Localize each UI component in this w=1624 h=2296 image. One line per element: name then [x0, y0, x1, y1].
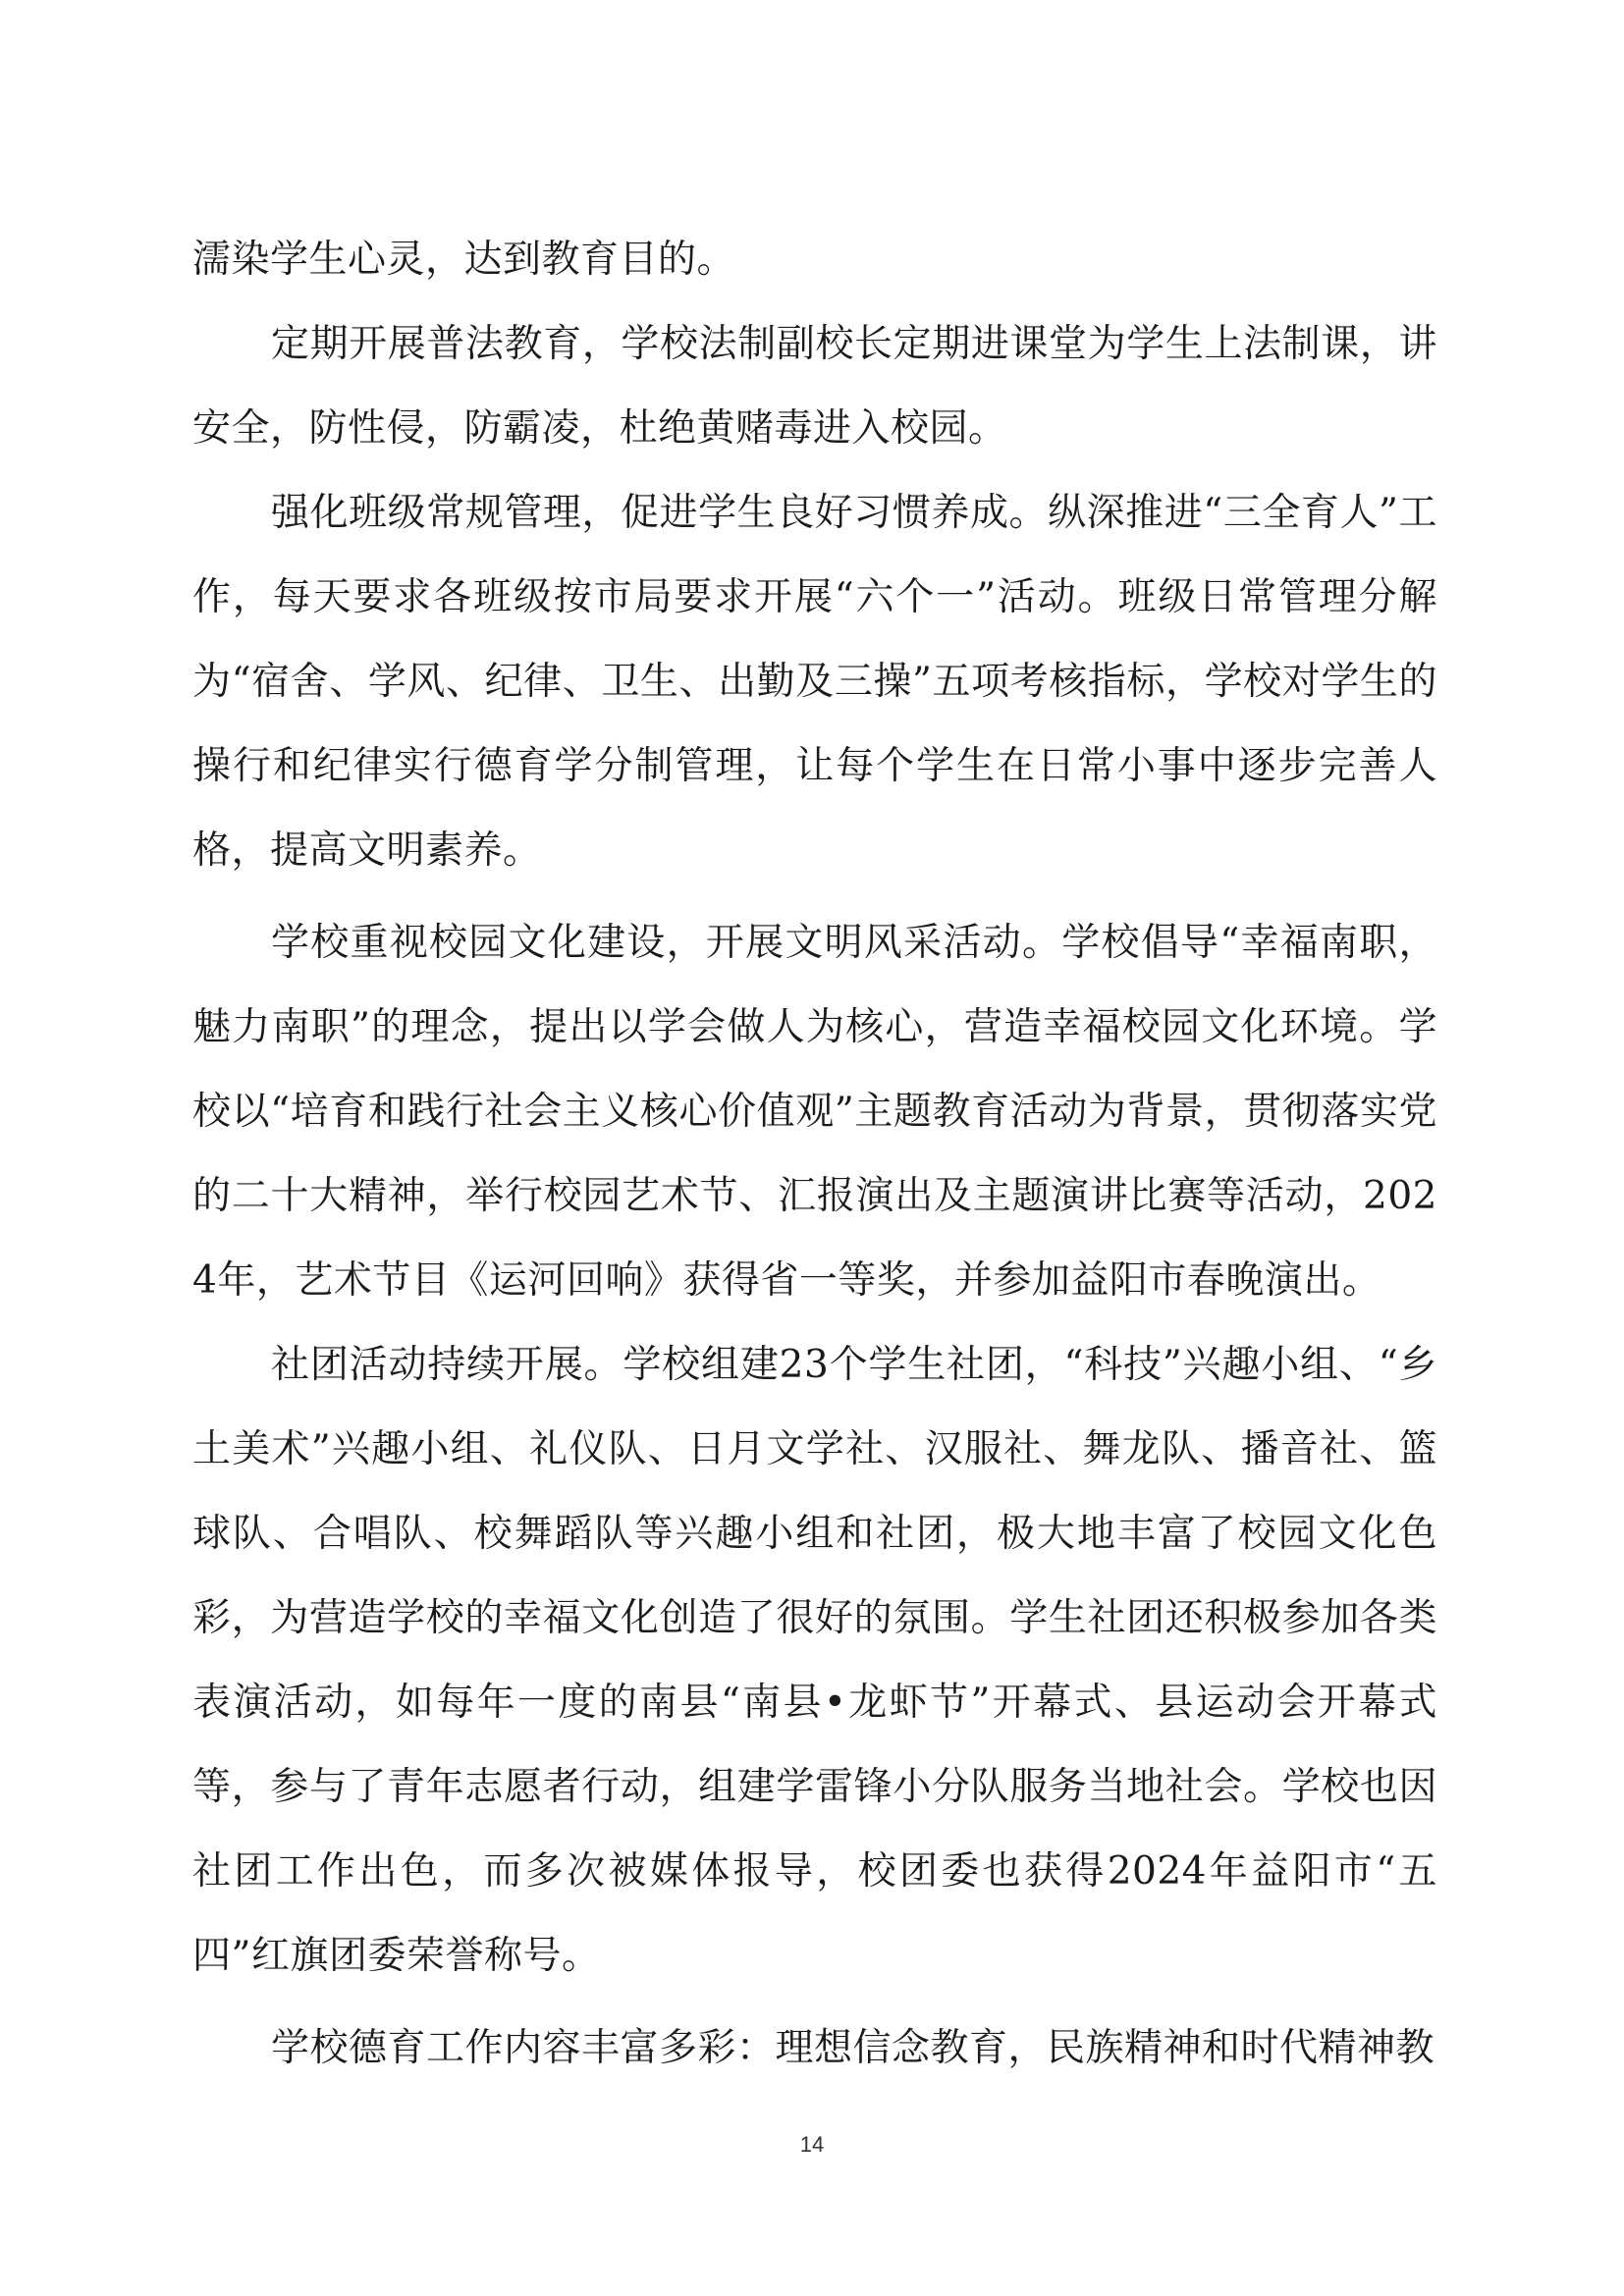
- paragraph-student-clubs: 社团活动持续开展。学校组建23个学生社团，“科技”兴趣小组、“乡土美术”兴趣小组、礼仪队、日月文学社、汉服社、舞龙队、播音社、篮球队、合唱队、校舞蹈队等兴趣小组和社团，极大地丰富了校园文化色彩，为营造学校的幸福文化创造了很好的氛围。学生社团还积极参加各类表演活动，如每年一度的南县“南县•龙虾节”开幕式、县运动会开幕式等，参与了青年志愿者行动，组建学雷锋小分队服务当地社会。学校也因社团工作出色，而多次被媒体报导，校团委也获得2024年益阳市“五四”红旗团委荣誉称号。: [192, 1343, 1437, 1978]
- paragraph-continuation: 濡染学生心灵，达到教育目的。: [192, 238, 736, 282]
- paragraph-moral-education: 学校德育工作内容丰富多彩：理想信念教育，民族精神和时代精神教: [271, 2026, 1435, 2070]
- paragraph-class-management: 强化班级常规管理，促进学生良好习惯养成。纵深推进“三全育人”工作，每天要求各班级按市局要求开展“六个一”活动。班级日常管理分解为“宿舍、学风、纪律、卫生、出勤及三操”五项考核指标，学校对学生的操行和纪律实行德育学分制管理，让每个学生在日常小事中逐步完善人格，提高文明素养。: [192, 491, 1437, 873]
- paragraph-gap: [192, 1999, 1437, 2006]
- paragraph-campus-culture: 学校重视校园文化建设，开展文明风采活动。学校倡导“幸福南职，魅力南职”的理念，提出以学会做人为核心，营造幸福校园文化环境。学校以“培育和践行社会主义核心价值观”主题教育活动为背景，贯彻落实党的二十大精神，举行校园艺术节、汇报演出及主题演讲比赛等活动，2024年，艺术节目《运河回响》获得省一等奖，并参加益阳市春晚演出。: [192, 921, 1437, 1303]
- body-text: [192, 218, 1437, 2091]
- paragraph-legal-education: 定期开展普法教育，学校法制副校长定期进课堂为学生上法制课，讲安全，防性侵，防霸凌，杜绝黄赌毒进入校园。: [192, 322, 1437, 451]
- paragraph-gap: [192, 893, 1437, 901]
- page-number: 14: [799, 2132, 825, 2157]
